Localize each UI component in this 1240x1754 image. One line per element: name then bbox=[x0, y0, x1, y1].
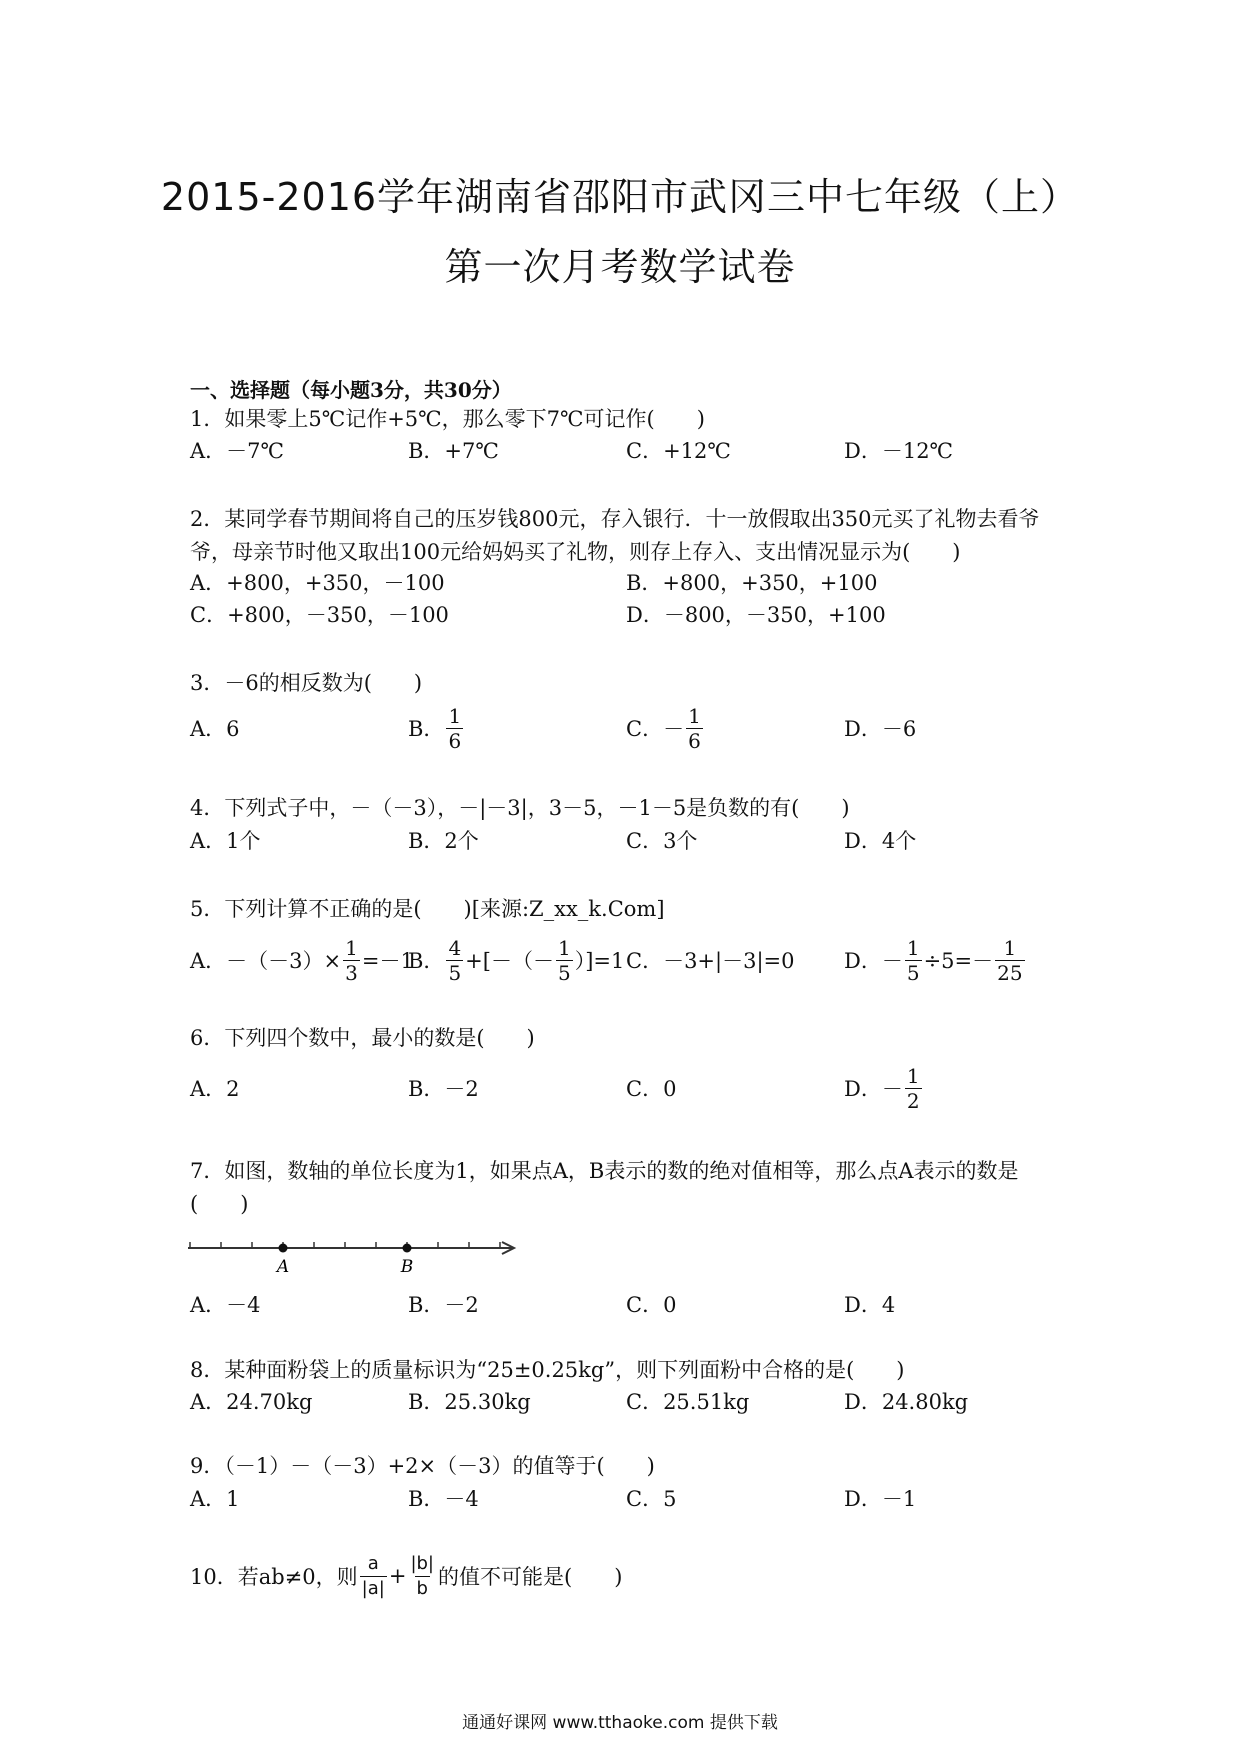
q9-option-a: A．1 bbox=[190, 1487, 240, 1511]
q3-option-b-label: B． bbox=[408, 717, 445, 741]
point-a bbox=[279, 1244, 288, 1253]
fraction-denominator: 5 bbox=[448, 960, 462, 985]
question-6-options bbox=[190, 1058, 1070, 1118]
q10-prefix: 10．若ab≠0，则 bbox=[190, 1565, 358, 1589]
fraction-numerator: 1 bbox=[557, 935, 571, 960]
q4-option-a: A．1个 bbox=[190, 829, 261, 853]
q6-option-a: A．2 bbox=[190, 1077, 240, 1101]
fraction-numerator: 1 bbox=[448, 703, 462, 728]
q6-option-d-fraction bbox=[905, 1064, 922, 1113]
q5-option-a-fraction bbox=[343, 936, 360, 985]
q5-option-a-label: A．－（－3）× bbox=[190, 949, 342, 973]
question-9-stem: 9．（－1）－（－3）+2×（－3）的值等于( ) bbox=[190, 1454, 655, 1478]
q3-option-b-fraction bbox=[446, 704, 463, 753]
question-2-options-row2 bbox=[190, 584, 1070, 644]
question-3-options bbox=[190, 698, 1070, 758]
q3-option-d: D．－6 bbox=[844, 717, 917, 741]
fraction-numerator: 4 bbox=[448, 935, 462, 960]
q5-option-d-fraction-1 bbox=[905, 936, 922, 985]
question-7-options bbox=[190, 1274, 1070, 1334]
question-4-options bbox=[190, 810, 1070, 870]
fraction-numerator: |b| bbox=[410, 1552, 434, 1574]
q3-option-c-fraction bbox=[686, 704, 703, 753]
number-line-figure bbox=[186, 1232, 526, 1280]
q4-option-b: B．2个 bbox=[408, 829, 479, 853]
question-6-stem: 6．下列四个数中，最小的数是( ) bbox=[190, 1026, 535, 1050]
fraction-denominator: 3 bbox=[345, 960, 358, 985]
q9-option-d: D．－1 bbox=[844, 1487, 917, 1511]
question-1-options bbox=[190, 420, 1070, 480]
q10-plus: + bbox=[388, 1564, 407, 1588]
q4-option-d: D．4个 bbox=[844, 829, 917, 853]
question-10-stem bbox=[190, 1546, 1070, 1606]
q5-option-a-suffix: =－1 bbox=[361, 949, 414, 973]
page-title-line2: 第一次月考数学试卷 bbox=[444, 245, 796, 289]
q3-option-b bbox=[408, 698, 465, 758]
q5-option-d-fraction-2 bbox=[995, 936, 1024, 985]
q1-option-c: C．+12℃ bbox=[626, 439, 731, 463]
q6-option-b: B．－2 bbox=[408, 1077, 479, 1101]
q10-line bbox=[190, 1546, 622, 1606]
q2-option-a: A．+800，+350，－100 bbox=[190, 571, 445, 595]
q1-option-a: A．－7℃ bbox=[190, 439, 285, 463]
q5-option-b-label: B． bbox=[408, 949, 445, 973]
q6-option-d-label: D．－ bbox=[844, 1077, 903, 1101]
fraction-denominator: |a| bbox=[361, 1577, 385, 1599]
point-b-label: B bbox=[400, 1257, 414, 1277]
fraction-numerator: 1 bbox=[345, 935, 358, 960]
q5-option-b-suffix: ）]=1 bbox=[574, 949, 625, 973]
q8-option-b: B．25.30kg bbox=[408, 1390, 531, 1414]
fraction-denominator: 2 bbox=[906, 1088, 920, 1113]
q9-option-c: C．5 bbox=[626, 1487, 677, 1511]
q3-option-a: A．6 bbox=[190, 717, 240, 741]
q6-option-c: C．0 bbox=[626, 1077, 677, 1101]
q9-option-b: B．－4 bbox=[408, 1487, 479, 1511]
q5-option-b-fraction-1 bbox=[446, 936, 463, 985]
q6-option-d bbox=[844, 1058, 924, 1118]
question-8-options bbox=[190, 1371, 1070, 1431]
q10-fraction-1 bbox=[360, 1552, 387, 1601]
q2-option-d: D．－800，－350，+100 bbox=[626, 603, 886, 627]
page-title-line1: 2015-2016学年湖南省邵阳市武冈三中七年级（上） bbox=[160, 175, 1080, 219]
fraction-numerator: 1 bbox=[906, 1063, 920, 1088]
point-a-label: A bbox=[276, 1257, 290, 1277]
page-footer: 通通好课网 www.tthaoke.com 提供下载 bbox=[462, 1713, 778, 1733]
question-3-stem: 3．－6的相反数为( ) bbox=[190, 671, 423, 695]
q7-option-b: B．－2 bbox=[408, 1293, 479, 1317]
q3-option-c-label: C．－ bbox=[626, 717, 685, 741]
q5-option-d-label: D．－ bbox=[844, 949, 903, 973]
q7-option-c: C．0 bbox=[626, 1293, 677, 1317]
q5-option-c: C．－3+|－3|=0 bbox=[626, 949, 795, 973]
question-5-options bbox=[190, 930, 1070, 990]
section-title: 一、选择题（每小题3分，共30分） bbox=[190, 378, 512, 402]
question-1-stem: 1．如果零上5℃记作+5℃，那么零下7℃可记作( ) bbox=[190, 407, 705, 431]
question-9-options bbox=[190, 1468, 1070, 1528]
question-5-stem: 5．下列计算不正确的是( )[来源:Z_xx_k.Com] bbox=[190, 897, 665, 921]
fraction-numerator: 1 bbox=[688, 703, 701, 728]
q10-fraction-2 bbox=[408, 1552, 436, 1601]
q5-option-d bbox=[844, 930, 1027, 990]
fraction-denominator: 25 bbox=[997, 960, 1023, 985]
q5-option-b-fraction-2 bbox=[556, 936, 573, 985]
q4-option-c: C．3个 bbox=[626, 829, 698, 853]
q5-option-b bbox=[408, 930, 624, 990]
q5-option-a bbox=[190, 930, 414, 990]
fraction-numerator: 1 bbox=[1003, 935, 1017, 960]
q3-option-c bbox=[626, 698, 705, 758]
question-2-stem: 2．某同学春节期间将自己的压岁钱800元，存入银行．十一放假取出350元买了礼物去看爷爷，母亲节时他又取出100元给妈妈买了礼物，则存上存入、支出情况显示为( ) bbox=[190, 507, 1040, 564]
fraction-denominator: 6 bbox=[448, 728, 462, 753]
fraction-numerator: 1 bbox=[906, 935, 920, 960]
q5-option-b-middle: +[－（－ bbox=[465, 949, 554, 973]
fraction-denominator: b bbox=[416, 1577, 428, 1599]
q8-option-c: C．25.51kg bbox=[626, 1390, 750, 1414]
point-b bbox=[403, 1244, 412, 1253]
q1-option-b: B．+7℃ bbox=[408, 439, 499, 463]
q8-option-d: D．24.80kg bbox=[844, 1390, 969, 1414]
q2-option-b: B．+800，+350，+100 bbox=[626, 571, 878, 595]
q2-option-c: C．+800，－350，－100 bbox=[190, 603, 449, 627]
fraction-denominator: 6 bbox=[688, 728, 701, 753]
q1-option-d: D．－12℃ bbox=[844, 439, 954, 463]
fraction-numerator: a bbox=[367, 1552, 379, 1574]
q8-option-a: A．24.70kg bbox=[190, 1390, 313, 1414]
question-8-stem: 8．某种面粉袋上的质量标识为“25±0.25kg”，则下列面粉中合格的是( ) bbox=[190, 1358, 905, 1382]
question-7-stem: 7．如图，数轴的单位长度为1，如果点A，B表示的数的绝对值相等，那么点A表示的数是( ) bbox=[190, 1159, 1019, 1216]
q7-option-a: A．－4 bbox=[190, 1293, 261, 1317]
q10-suffix: 的值不可能是( ) bbox=[438, 1565, 623, 1589]
q5-option-d-middle: ÷5=－ bbox=[923, 949, 994, 973]
fraction-denominator: 5 bbox=[906, 960, 920, 985]
q7-option-d: D．4 bbox=[844, 1293, 896, 1317]
fraction-denominator: 5 bbox=[557, 960, 571, 985]
question-4-stem: 4．下列式子中，－（－3），－|－3|，3－5，－1－5是负数的有( ) bbox=[190, 796, 850, 820]
